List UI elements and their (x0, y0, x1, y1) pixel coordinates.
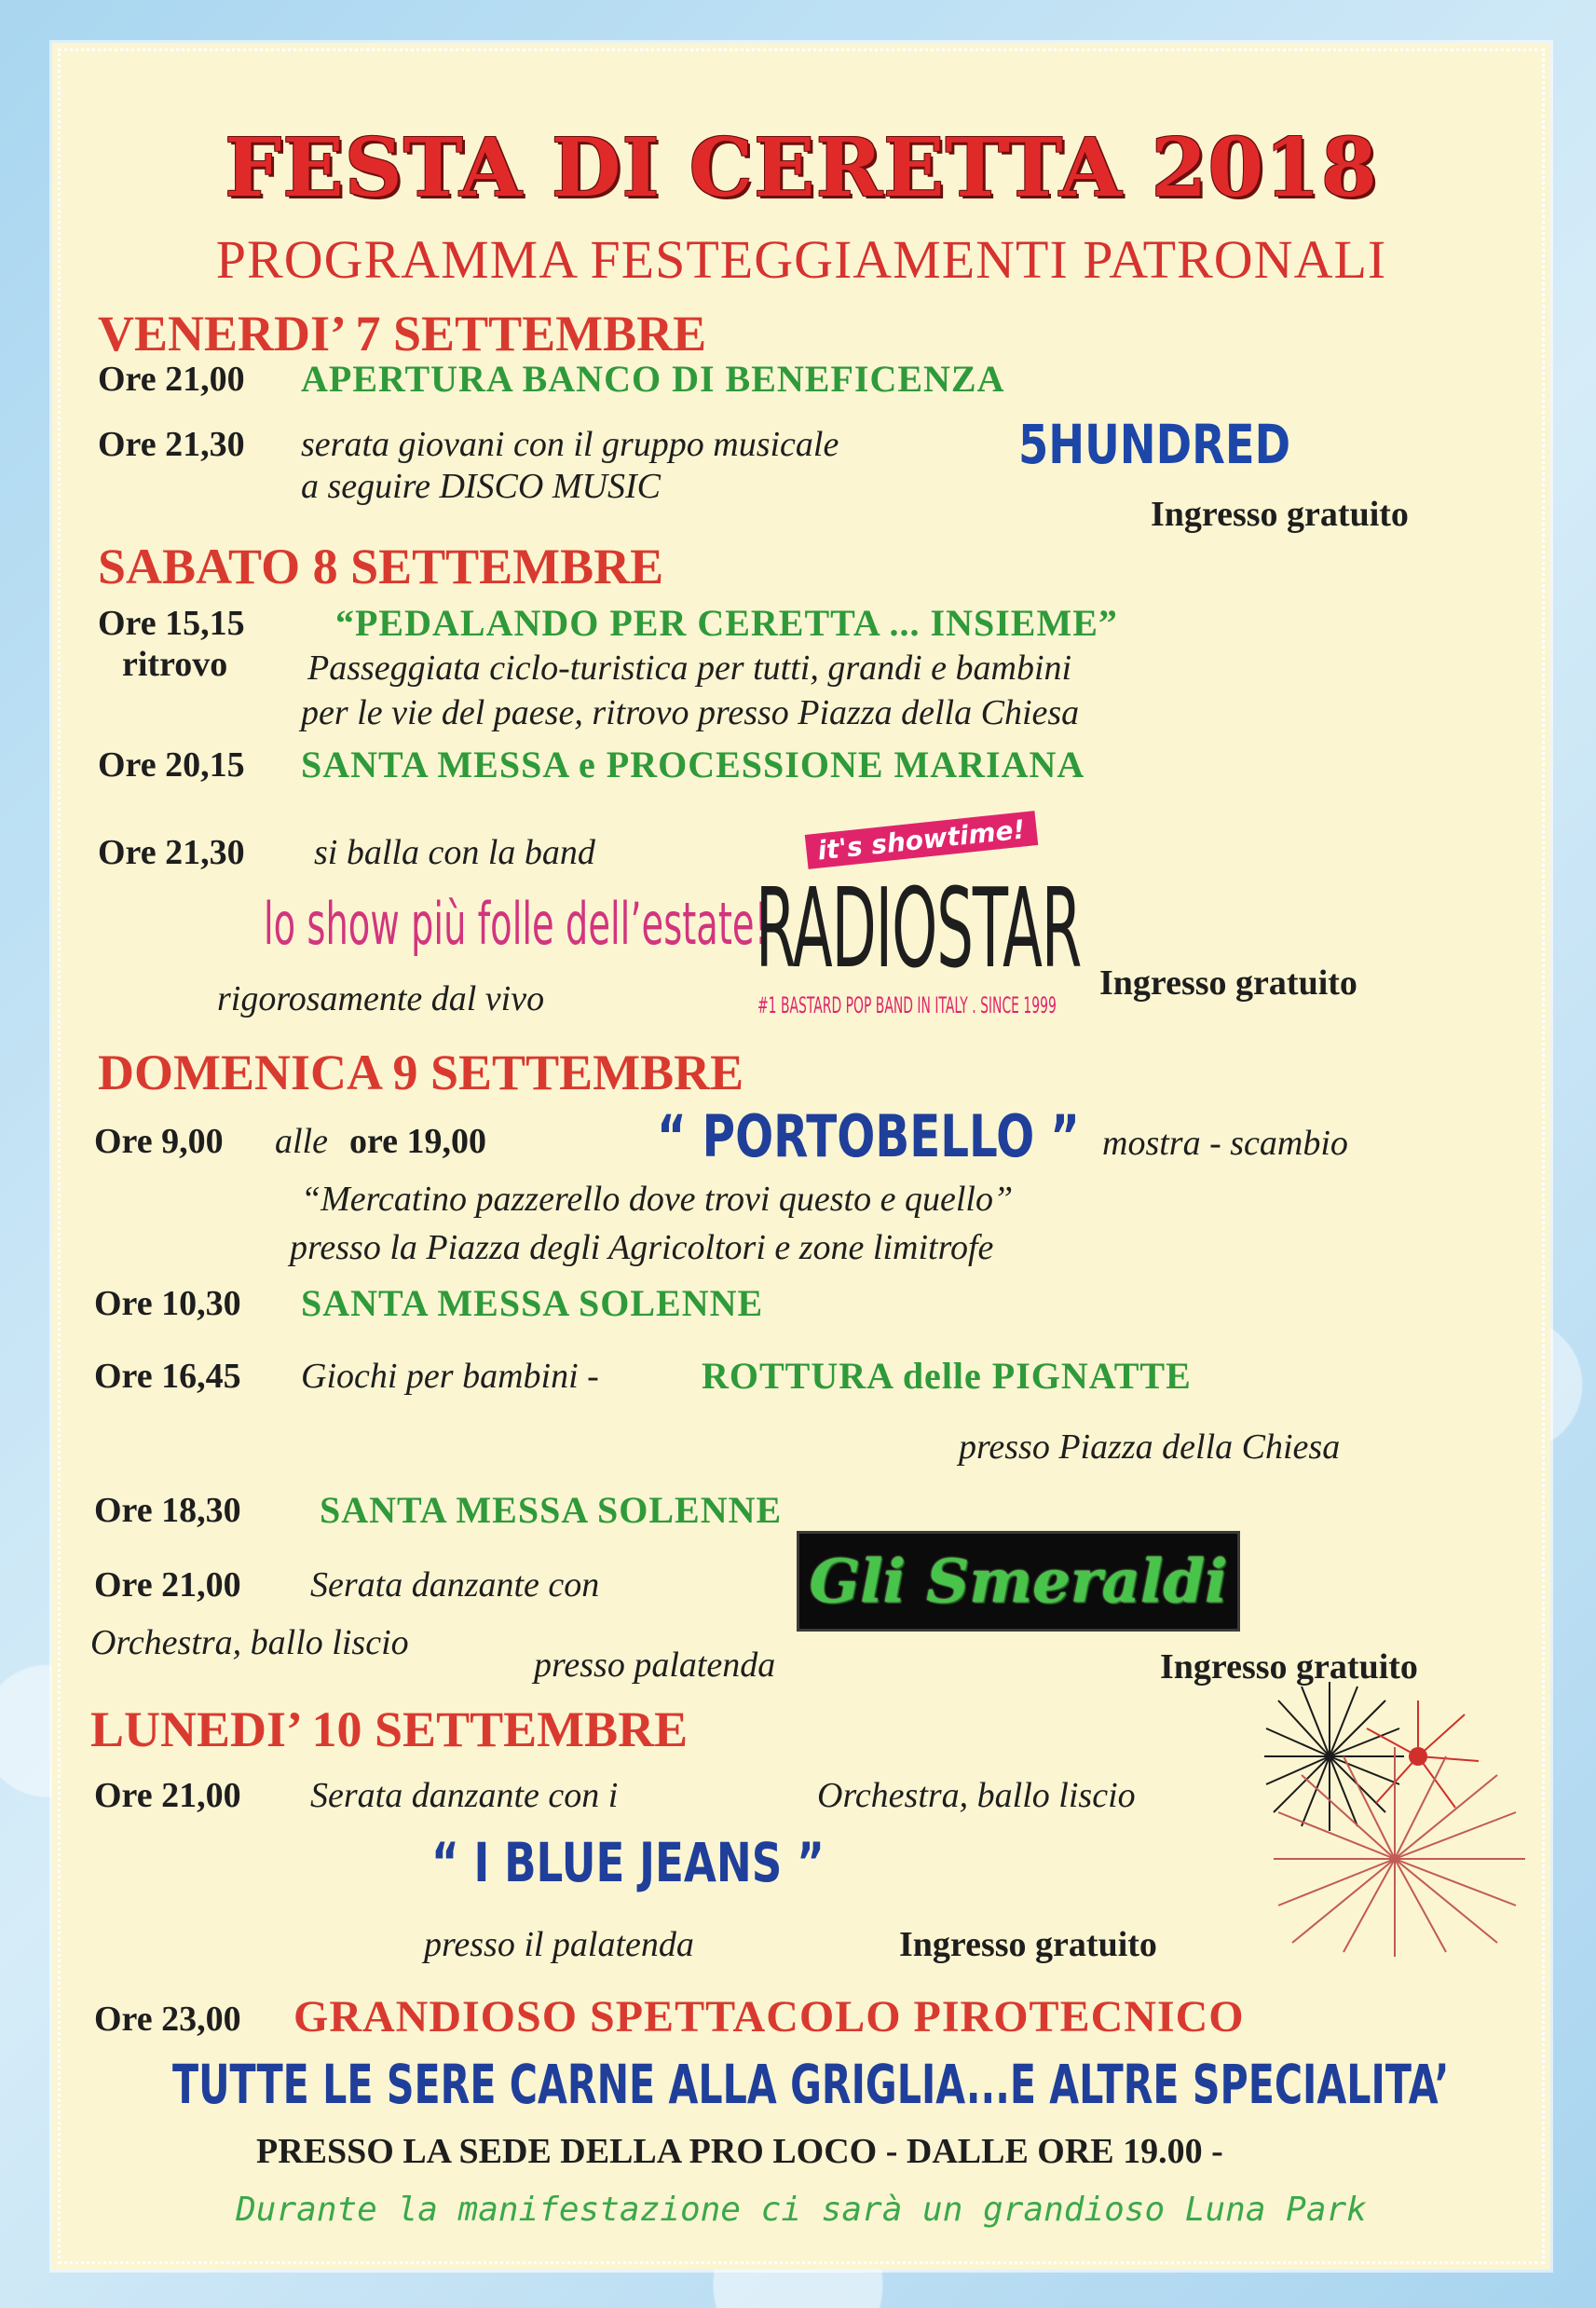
event-description: rigorosamente dal vivo (217, 979, 545, 1018)
event-time: ore 19,00 (349, 1122, 487, 1161)
event-title: SANTA MESSA SOLENNE (301, 1282, 764, 1324)
event-time: Ore 21,00 (94, 1776, 241, 1815)
event-title: APERTURA BANCO DI BENEFICENZA (301, 358, 1005, 400)
event-time: Ore 21,30 (98, 425, 245, 464)
event-description: Passeggiata ciclo-turistica per tutti, grandi e bambini (307, 649, 1072, 688)
day-heading-friday: VENERDI’ 7 SETTEMBRE (98, 306, 707, 362)
fireworks-icon (1264, 1673, 1544, 1961)
event-title-fireworks: GRANDIOSO SPETTACOLO PIROTECNICO (293, 1992, 1245, 2042)
entry-note: Ingresso gratuito (1099, 963, 1357, 1003)
band-logo-text: Gli Smeraldi (809, 1546, 1228, 1617)
entry-note: Ingresso gratuito (899, 1925, 1157, 1964)
band-logo-radiostar: RADIOSTAR (756, 864, 1082, 992)
band-logo-radiostar-tagline: #1 BASTARD POP BAND IN ITALY . SINCE 1999 (757, 992, 1057, 1018)
day-heading-saturday: SABATO 8 SETTEMBRE (98, 539, 664, 594)
event-location: presso il palatenda (424, 1925, 694, 1964)
event-location: presso palatenda (534, 1646, 776, 1685)
event-description: “Mercatino pazzerello dove trovi questo e quello” (301, 1180, 1014, 1219)
event-description: presso la Piazza degli Agricoltori e zone limitrofe (290, 1228, 994, 1267)
band-name-blue-jeans: “ I BLUE JEANS ” (431, 1831, 825, 1894)
event-description: Orchestra, ballo liscio (817, 1776, 1136, 1815)
event-description: si balla con la band (314, 833, 595, 872)
event-title: SANTA MESSA SOLENNE (320, 1489, 783, 1531)
poster-title: FESTA DI CERETTA 2018 (225, 121, 1378, 215)
event-time: Ore 18,30 (94, 1491, 241, 1530)
footer-grill-notice: TUTTE LE SERE CARNE ALLA GRIGLIA...E ALTRE SPECIALITA’ (172, 2053, 1450, 2116)
event-type: mostra - scambio (1102, 1124, 1348, 1163)
event-time: Ore 16,45 (94, 1357, 241, 1396)
event-time: Ore 20,15 (98, 745, 245, 785)
event-title: ROTTURA delle PIGNATTE (702, 1355, 1192, 1397)
day-heading-monday: LUNEDI’ 10 SETTEMBRE (90, 1701, 689, 1757)
event-time: Ore 21,30 (98, 833, 245, 872)
event-time: Ore 21,00 (98, 360, 245, 399)
day-heading-sunday: DOMENICA 9 SETTEMBRE (98, 1045, 744, 1100)
event-description: per le vie del paese, ritrovo presso Piazza della Chiesa (301, 693, 1080, 732)
event-time: Ore 15,15 (98, 604, 245, 643)
event-description: Orchestra, ballo liscio (90, 1623, 409, 1662)
event-time: Ore 21,00 (94, 1565, 241, 1605)
event-description: a seguire DISCO MUSIC (301, 467, 661, 506)
band-slogan: lo show più folle dell’estate! (264, 890, 769, 958)
event-description: Serata danzante con (310, 1565, 600, 1605)
event-description: serata giovani con il gruppo musicale (301, 425, 839, 464)
poster-subtitle: PROGRAMMA FESTEGGIAMENTI PATRONALI (215, 229, 1387, 290)
event-time-note: ritrovo (122, 645, 228, 684)
band-logo-5hundred: 5HUNDRED (1018, 413, 1291, 476)
event-title-portobello: “ PORTOBELLO ” (657, 1102, 1080, 1170)
band-logo-gli-smeraldi (797, 1531, 1240, 1632)
event-time: Ore 10,30 (94, 1284, 241, 1323)
event-title: “PEDALANDO PER CERETTA ... INSIEME” (335, 602, 1118, 644)
event-description: Giochi per bambini - (301, 1357, 599, 1396)
showtime-badge: it's showtime! (805, 811, 1038, 869)
event-time: Ore 23,00 (94, 2000, 241, 2039)
footer-location-notice: PRESSO LA SEDE DELLA PRO LOCO - DALLE ORE 19.00 - (256, 2132, 1223, 2171)
event-title: SANTA MESSA e PROCESSIONE MARIANA (301, 744, 1085, 785)
event-time: Ore 9,00 (94, 1122, 224, 1161)
footer-luna-park-notice: Durante la manifestazione ci sarà un grandioso Luna Park (236, 2191, 1367, 2229)
entry-note: Ingresso gratuito (1151, 495, 1409, 534)
event-time-connector: alle (275, 1122, 328, 1161)
event-location: presso Piazza della Chiesa (959, 1427, 1341, 1467)
poster-panel (58, 48, 1545, 2264)
event-description: Serata danzante con i (310, 1776, 619, 1815)
entry-note: Ingresso gratuito (1160, 1647, 1418, 1687)
